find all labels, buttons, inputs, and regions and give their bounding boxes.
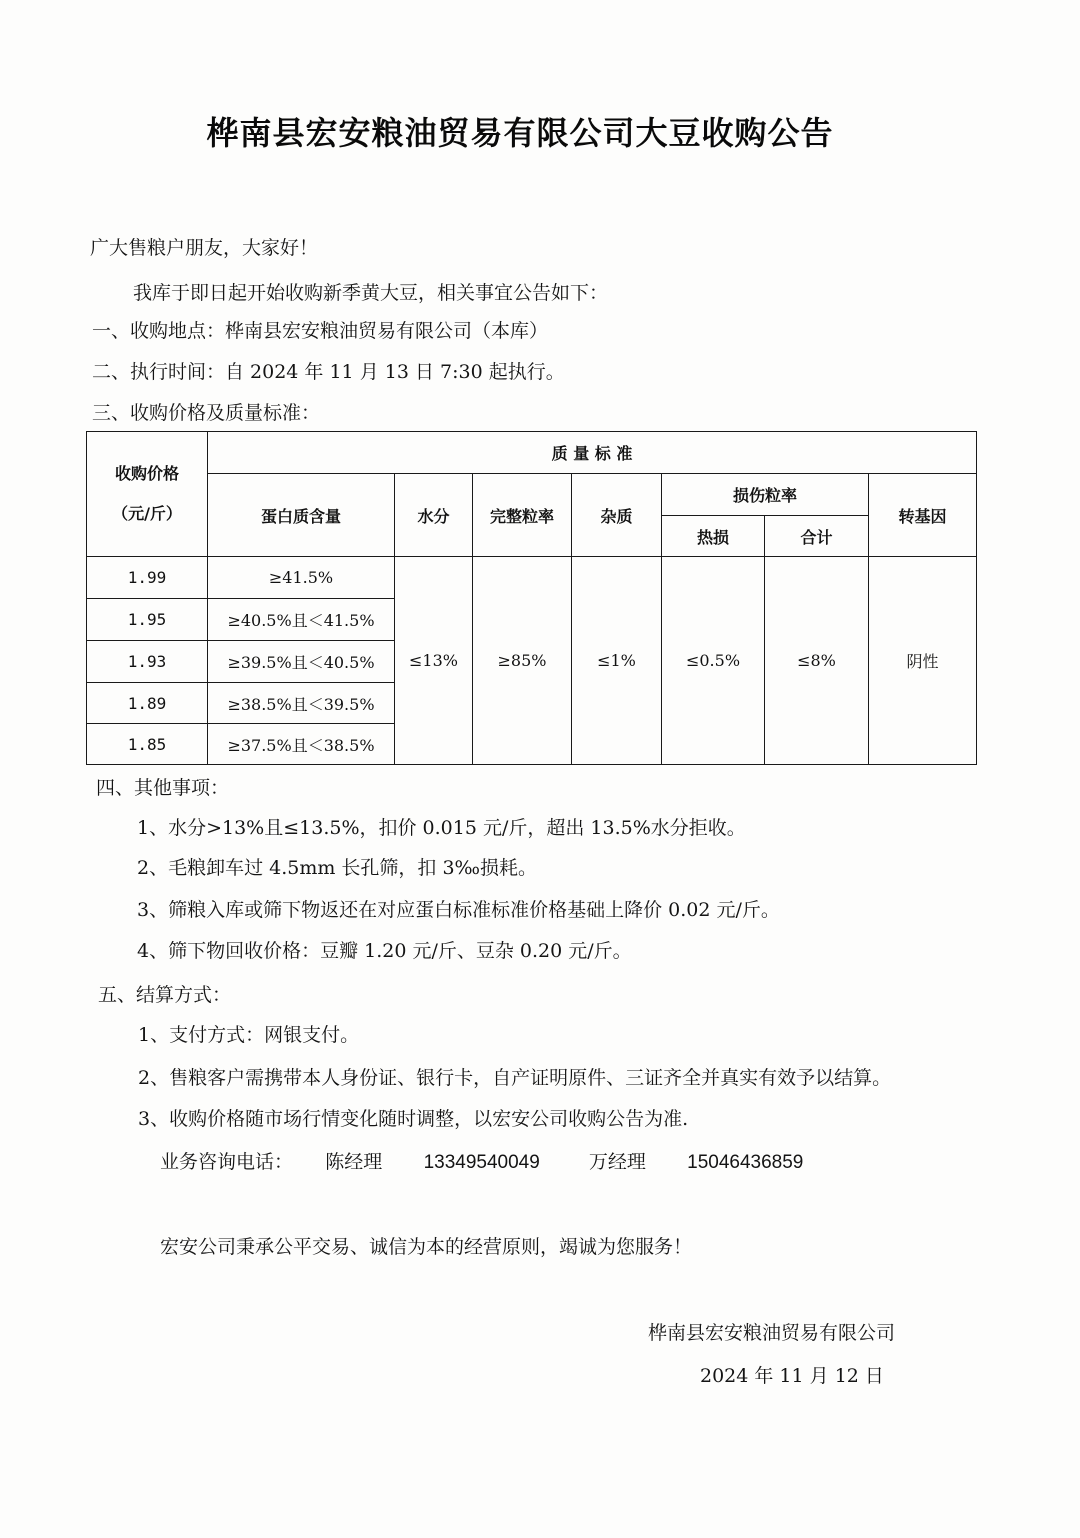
price-quality-table (86, 431, 977, 765)
greeting: 广大售粮户朋友，大家好！ (90, 237, 319, 259)
quality-header: 质 量 标 准 (208, 432, 977, 474)
col-protein-header: 蛋白质含量 (208, 474, 395, 557)
other-item: 1、水分>13%且≤13.5%，扣价 0.015 元/斤，超出 13.5%水分拒收。 (137, 817, 746, 839)
protein-cell: ≥38.5%且＜39.5% (208, 683, 395, 724)
company-motto: 宏安公司秉承公平交易、诚信为本的经营原则，竭诚为您服务！ (160, 1236, 693, 1258)
col-total-header: 合计 (765, 516, 869, 557)
signature-company: 桦南县宏安粮油贸易有限公司 (648, 1322, 896, 1344)
section-time: 二、执行时间：自 2024 年 11 月 13 日 7:30 起执行。 (92, 361, 565, 383)
table-row (87, 557, 977, 599)
contact-name-1: 陈经理 (325, 1152, 383, 1173)
intact-cell: ≥85% (473, 557, 572, 765)
other-item: 4、筛下物回收价格：豆瓣 1.20 元/斤、豆杂 0.20 元/斤。 (137, 940, 632, 962)
protein-cell: ≥39.5%且＜40.5% (208, 641, 395, 683)
col-intact-header: 完整粒率 (473, 474, 572, 557)
col-impurity-header: 杂质 (572, 474, 662, 557)
price-cell: 1.99 (87, 557, 208, 599)
col-gmo-header: 转基因 (869, 474, 977, 557)
price-header-label: 收购价格 (114, 464, 179, 483)
price-cell: 1.89 (87, 683, 208, 724)
protein-cell: ≥37.5%且＜38.5% (208, 724, 395, 765)
other-item: 3、筛粮入库或筛下物返还在对应蛋白标准标准价格基础上降价 0.02 元/斤。 (137, 899, 780, 921)
section-price-heading: 三、收购价格及质量标准： (92, 402, 321, 424)
settlement-item: 1、支付方式：网银支付。 (138, 1024, 360, 1046)
other-item: 2、毛粮卸车过 4.5mm 长孔筛，扣 3‰损耗。 (137, 857, 538, 879)
col-heat-header: 热损 (662, 516, 765, 557)
price-header-cell (87, 432, 208, 557)
notice-title: 桦南县宏安粮油贸易有限公司大豆收购公告 (206, 114, 834, 152)
contact-phone-1: 13349540049 (423, 1152, 540, 1173)
settlement-item: 3、收购价格随市场行情变化随时调整，以宏安公司收购公告为准. (138, 1108, 689, 1130)
contact-label: 业务咨询电话： (160, 1152, 294, 1173)
col-moisture-header: 水分 (395, 474, 473, 557)
heat-damage-cell: ≤0.5% (662, 557, 765, 765)
total-damage-cell: ≤8% (765, 557, 869, 765)
price-header-unit: （元/斤） (112, 504, 182, 523)
contact-line (160, 1147, 803, 1174)
protein-cell: ≥41.5% (208, 557, 395, 599)
contact-name-2: 万经理 (588, 1152, 646, 1173)
gmo-cell: 阴性 (869, 557, 977, 765)
price-cell: 1.85 (87, 724, 208, 765)
price-cell: 1.95 (87, 599, 208, 641)
section-settlement-heading: 五、结算方式： (98, 984, 232, 1006)
intro-paragraph: 我库于即日起开始收购新季黄大豆，相关事宜公告如下： (133, 282, 609, 304)
signature-date: 2024 年 11 月 12 日 (700, 1365, 884, 1387)
impurity-cell: ≤1% (572, 557, 662, 765)
settlement-item: 2、售粮客户需携带本人身份证、银行卡，自产证明原件、三证齐全并真实有效予以结算。 (138, 1067, 892, 1089)
protein-cell: ≥40.5%且＜41.5% (208, 599, 395, 641)
col-damaged-header: 损伤粒率 (662, 474, 869, 516)
contact-phone-2: 15046436859 (687, 1152, 804, 1173)
section-other-heading: 四、其他事项： (96, 777, 230, 799)
price-cell: 1.93 (87, 641, 208, 683)
section-location: 一、收购地点：桦南县宏安粮油贸易有限公司（本库） (92, 320, 549, 342)
moisture-cell: ≤13% (395, 557, 473, 765)
